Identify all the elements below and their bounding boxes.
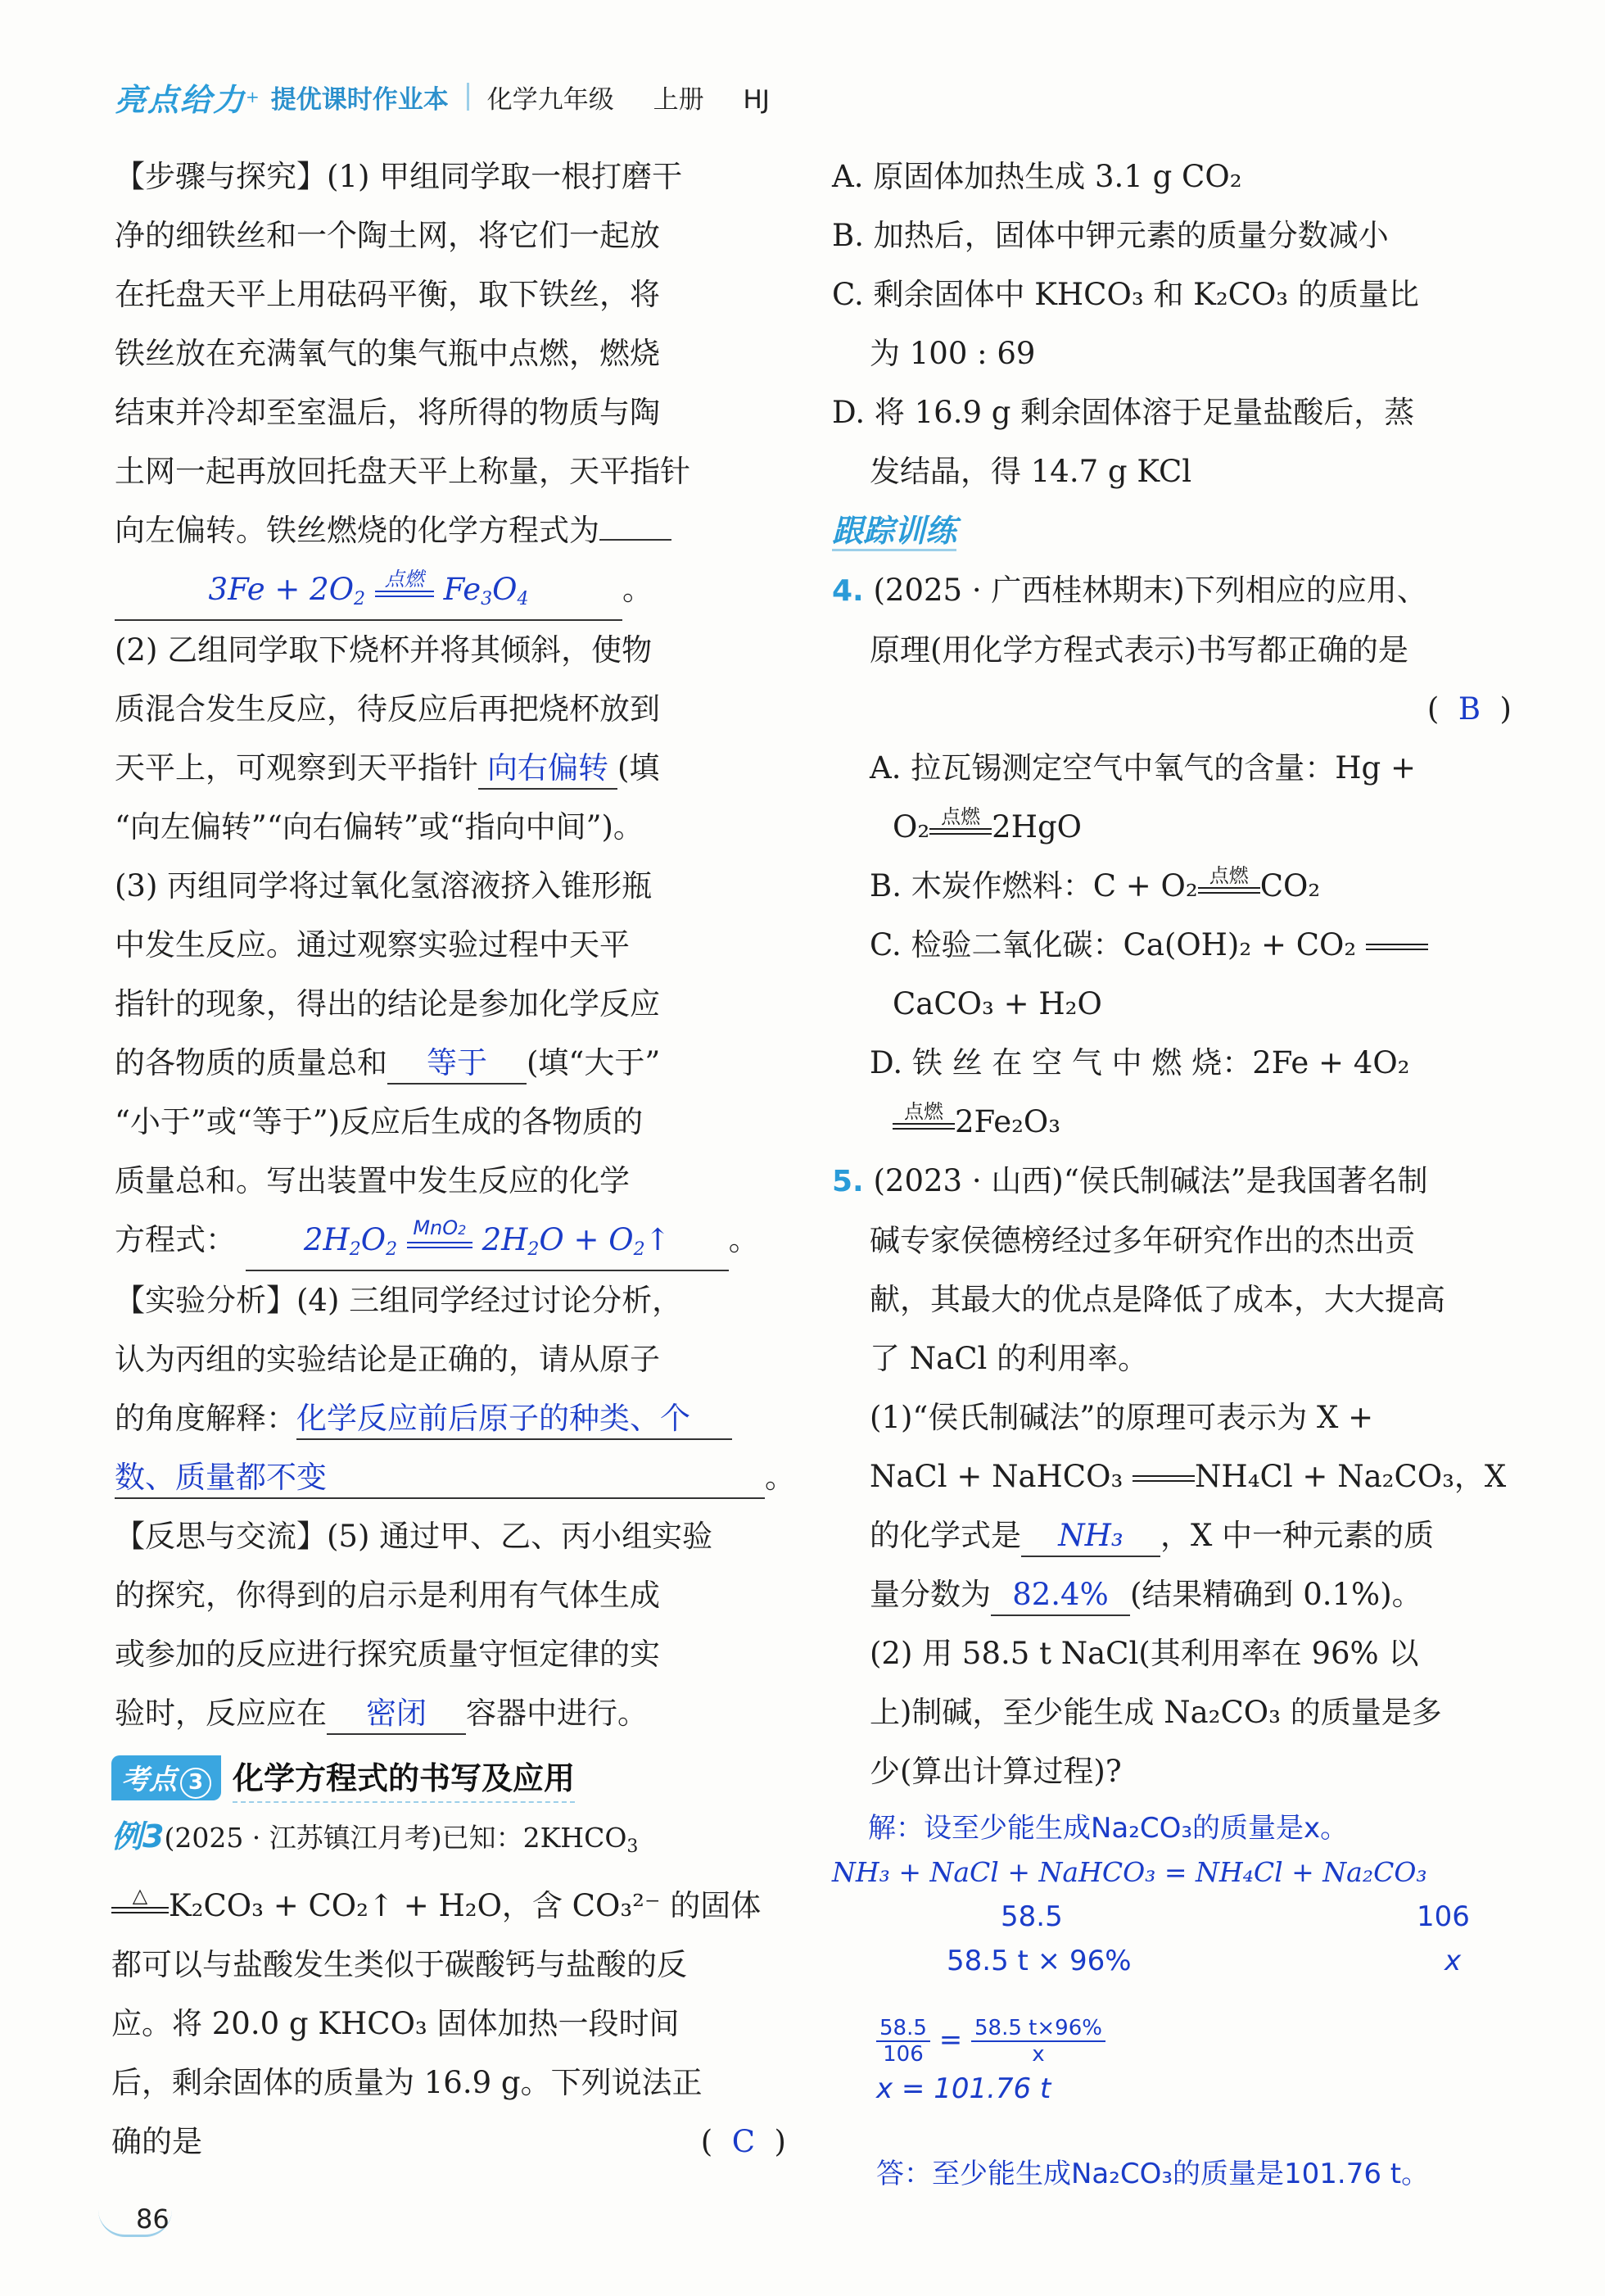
header-divider — [467, 83, 469, 111]
text: Fe — [443, 572, 482, 607]
text: 106 — [1417, 1900, 1470, 1933]
text-line: 铁丝放在充满氧气的集气瓶中点燃，燃烧 — [115, 336, 660, 371]
text: O — [360, 1222, 387, 1257]
text: (2025 · 广西桂林期末)下列相应的应用、 — [873, 573, 1427, 608]
text-line: 质量总和。写出装置中发生反应的化学 — [115, 1163, 630, 1198]
condition-text: △ — [132, 1883, 148, 1907]
answer: 密闭 — [366, 1696, 427, 1731]
text: O₂ — [893, 809, 930, 845]
equation-line-2 — [115, 1211, 786, 1271]
answer-blank[interactable] — [599, 539, 671, 541]
equation-line-1 — [115, 560, 786, 621]
answer-blank[interactable] — [478, 749, 617, 790]
text-line: 碱专家侯德榜经过多年研究作出的杰出贡 — [870, 1223, 1415, 1258]
solution-line — [832, 1895, 1512, 1939]
text-line — [115, 739, 786, 798]
track-header — [832, 501, 1512, 561]
subject-grade: 化学九年级 — [486, 84, 614, 115]
answer-blank[interactable] — [387, 1044, 527, 1085]
option-a-cont — [832, 798, 1512, 857]
text: NH₄Cl + Na₂CO₃，X — [1195, 1459, 1507, 1494]
numerator: 58.5 t×96% — [971, 2016, 1105, 2042]
edition: HJ — [743, 84, 770, 115]
text: 的各物质的质量总和 — [115, 1045, 387, 1080]
text-line: 原理(用化学方程式表示)书写都正确的是 — [870, 632, 1408, 668]
text-line: 认为丙组的实验结论是正确的，请从原子 — [115, 1342, 660, 1377]
track-title: 跟踪训练 — [832, 513, 956, 551]
text: 2Fe₂O₃ — [955, 1104, 1061, 1139]
text: NaCl + NaHCO₃ — [870, 1459, 1124, 1494]
question-5 — [832, 1152, 1512, 1211]
option-d-cont: 发结晶，得 14.7 g KCl — [870, 454, 1192, 489]
equals-mark — [1133, 1459, 1195, 1500]
volume: 上册 — [653, 84, 704, 115]
text-line — [832, 1506, 1512, 1565]
text: O — [492, 572, 518, 607]
text: 2H — [482, 1222, 528, 1257]
text-line — [115, 1271, 786, 1330]
text-line — [115, 147, 786, 206]
question-number: 4. — [832, 574, 864, 608]
text-line: (3) 丙组同学将过氧化氢溶液挤入锥形瓶 — [115, 868, 653, 903]
option-b: B. 加热后，固体中钾元素的质量分数减小 — [832, 218, 1389, 253]
answer-bracket[interactable]: ( C ) — [700, 2124, 786, 2159]
fraction — [876, 2016, 930, 2067]
solution-line: 解：设至少能生成Na₂CO₃的质量是x。 — [868, 1812, 1349, 1845]
option-d-cont — [832, 1093, 1512, 1152]
series-title: 提优课时作业本 — [270, 84, 449, 115]
badge-text: 考点 — [121, 1763, 177, 1796]
example-tag: 例3 — [111, 1818, 165, 1854]
option-d: D. 将 16.9 g 剩余固体溶于足量盐酸后，蒸 — [832, 395, 1415, 430]
text-line: “向左偏转”“向右偏转”或“指向中间”)。 — [115, 809, 644, 845]
answer-equation: $2H_2O_2$ MnO2 $2H_2O$ + $O_2↑$ — [304, 1222, 671, 1257]
text-line: 结束并冷却至室温后，将所得的物质与陶 — [115, 395, 660, 430]
answer-blank[interactable] — [1021, 1516, 1160, 1557]
answer: B — [1458, 691, 1481, 727]
text: (结果精确到 0.1%)。 — [1130, 1577, 1422, 1612]
answer-blank[interactable] — [115, 1458, 765, 1499]
section-label: 【实验分析】 — [115, 1283, 296, 1318]
text-line: 在托盘天平上用砝码平衡，取下铁丝，将 — [115, 277, 660, 312]
badge-number: 3 — [180, 1768, 211, 1799]
section-badge — [111, 1755, 221, 1800]
text: (2025 · 江苏镇江月考)已知：2KHCO — [164, 1822, 627, 1854]
text: K₂CO₃ + CO₂↑ + H₂O，含 CO₃²⁻ 的固体 — [169, 1888, 762, 1923]
text-line: 或参加的反应进行探究质量守恒定律的实 — [115, 1637, 660, 1672]
text: ，X 中一种元素的质 — [1160, 1518, 1435, 1553]
condition-mark — [929, 804, 992, 853]
text-line — [115, 1684, 786, 1743]
text-line: 献，其最大的优点是降低了成本，大大提高 — [870, 1282, 1445, 1317]
option-a: A. 拉瓦锡测定空气中氧气的含量：Hg + — [870, 750, 1416, 786]
solution-answer: 答：至少能生成Na₂CO₃的质量是101.76 t。 — [876, 2158, 1430, 2190]
text: 验时，反应应在 — [115, 1696, 327, 1731]
numerator: 58.5 — [876, 2016, 930, 2042]
option-a: A. 原固体加热生成 3.1 g CO₂ — [832, 159, 1242, 194]
answer: C — [731, 2124, 756, 2159]
text-line — [115, 1389, 786, 1448]
answer: 等于 — [427, 1045, 487, 1080]
solution-block — [832, 1806, 1512, 2196]
text-line: 少(算出计算过程)? — [870, 1754, 1122, 1789]
text: 量分数为 — [870, 1577, 991, 1612]
text: B. 木炭作燃料：C + O₂ — [870, 868, 1198, 903]
text-line: (2) 乙组同学取下烧杯并将其倾斜，使物 — [115, 632, 653, 668]
question-4 — [832, 561, 1512, 621]
text: 。 — [765, 1460, 795, 1495]
text-line: “小于”或“等于”)反应后生成的各物质的 — [115, 1104, 644, 1139]
condition-mark: MnO2 — [407, 1218, 472, 1266]
text-line: (2) 用 58.5 t NaCl(其利用率在 96% 以 — [870, 1636, 1419, 1671]
text-line: 指针的现象，得出的结论是参加化学反应 — [115, 986, 660, 1021]
text-line — [115, 1034, 786, 1093]
answer-equation: $3Fe + 2O_2$ 点燃 $Fe_3O_4$ — [209, 572, 529, 607]
answer-bracket[interactable]: ( B ) — [1426, 691, 1512, 727]
text-line: 中发生反应。通过观察实验过程中天平 — [115, 927, 630, 962]
text: 58.5 t × 96% — [947, 1945, 1132, 1977]
answer-blank[interactable] — [991, 1575, 1130, 1616]
book-info — [487, 79, 801, 115]
option-d: D. 铁 丝 在 空 气 中 燃 烧：2Fe + 4O₂ — [870, 1045, 1410, 1080]
denominator: x — [1032, 2042, 1045, 2067]
section-label: 【步骤与探究】 — [115, 159, 327, 194]
text: 2H — [303, 1222, 350, 1257]
option-c — [832, 916, 1512, 975]
text: NH₃ + NaCl + NaHCO₃ = NH₄Cl + Na₂CO₃ — [832, 1856, 1427, 1888]
text: (1) 甲组同学取一根打磨干 — [327, 159, 683, 194]
question-number: 5. — [832, 1165, 864, 1198]
text: 方程式： — [115, 1222, 236, 1257]
text: (4) 三组同学经过讨论分析， — [296, 1283, 683, 1318]
text: O + O — [539, 1222, 634, 1257]
brand-logo: 亮点给力 — [115, 81, 246, 118]
text-line: (1)“侯氏制碱法”的原理可表示为 X + — [870, 1400, 1374, 1435]
solution-proportion — [832, 2016, 1512, 2067]
up-arrow-icon: ↑ — [644, 1222, 671, 1257]
condition-mark — [375, 569, 434, 615]
condition-text: 点燃 — [1209, 863, 1249, 887]
text-line: 例3(2025 · 江苏镇江月考)已知：$2KHCO_3$ — [111, 1818, 639, 1857]
page-number-text: 86 — [136, 2203, 170, 2235]
right-column — [832, 147, 1512, 2196]
option-c: C. 剩余固体中 KHCO₃ 和 K₂CO₃ 的质量比 — [832, 277, 1419, 312]
equals-mark — [1366, 927, 1428, 968]
fraction — [971, 2016, 1105, 2067]
solution-equation — [832, 1850, 1512, 1895]
option-c-cont: 为 100 : 69 — [870, 336, 1036, 371]
page-number — [106, 2203, 170, 2235]
solution-result: x = 101.76 t — [876, 2072, 1051, 2105]
answer: 向右偏转 — [487, 750, 608, 786]
text: = — [938, 2023, 963, 2057]
text: 58.5 — [1001, 1900, 1063, 1933]
answer-blank[interactable] — [327, 1694, 466, 1735]
text: 2HgO — [992, 809, 1082, 845]
condition-text: MnO — [413, 1216, 459, 1239]
text-line: 应。将 20.0 g KHCO₃ 固体加热一段时间 — [111, 2006, 680, 2041]
text: (填 — [617, 750, 660, 786]
answer-blank[interactable] — [246, 1218, 729, 1271]
text-line: 上)制碱，至少能生成 Na₂CO₃ 的质量是多 — [870, 1695, 1442, 1730]
text: (填“大于” — [527, 1045, 661, 1080]
text: (2023 · 山西)“侯氏制碱法”是我国著名制 — [873, 1163, 1428, 1198]
condition-text: 点燃 — [384, 567, 424, 591]
condition-mark — [893, 1099, 955, 1148]
text-line: 了 NaCl 的利用率。 — [870, 1341, 1149, 1376]
text: (5) 通过甲、乙、丙小组实验 — [327, 1519, 713, 1554]
condition-mark — [1198, 863, 1260, 912]
text: 向左偏转。铁丝燃烧的化学方程式为 — [115, 513, 599, 548]
text-line — [832, 1565, 1512, 1624]
page-header — [115, 72, 801, 121]
star-icon: + — [246, 87, 260, 106]
text: 确的是 — [111, 2124, 202, 2159]
text-line: 后，剩余固体的质量为 16.9 g。下列说法正 — [111, 2065, 703, 2100]
condition-text: 点燃 — [941, 804, 981, 828]
section-title: 化学方程式的书写及应用 — [233, 1753, 575, 1803]
text-line — [115, 501, 786, 560]
answer: 82.4% — [1012, 1577, 1109, 1612]
text-line: 净的细铁丝和一个陶土网，将它们一起放 — [115, 218, 660, 253]
condition-mark — [111, 1883, 169, 1931]
text: 。 — [728, 1222, 759, 1257]
answer: 数、质量都不变 — [115, 1460, 327, 1495]
text: CO₂ — [1259, 868, 1321, 903]
condition-text: 点燃 — [904, 1099, 943, 1123]
solution-line — [832, 1939, 1512, 1983]
text-line — [115, 1448, 795, 1507]
text-line: 的探究，你得到的启示是利用有气体生成 — [115, 1578, 660, 1613]
text: 。 — [622, 572, 653, 607]
section-header — [111, 1748, 786, 1807]
answer: NH₃ — [1058, 1518, 1124, 1553]
text: 容器中进行。 — [466, 1696, 648, 1731]
text-line: 质混合发生反应，待反应后再把烧杯放到 — [115, 691, 660, 727]
text-line: 土网一起再放回托盘天平上称量，天平指针 — [115, 454, 690, 489]
section-label: 【反思与交流】 — [115, 1519, 327, 1554]
left-column — [111, 147, 795, 2171]
text-line — [111, 2113, 786, 2171]
option-c-cont: CaCO₃ + H₂O — [893, 986, 1102, 1021]
text: x — [1444, 1945, 1462, 1977]
text: 天平上，可观察到天平指针 — [115, 750, 478, 786]
option-b — [832, 857, 1512, 916]
text-line — [832, 1447, 1512, 1506]
text-line — [115, 1507, 786, 1566]
text-line — [111, 1877, 786, 1936]
text: 的角度解释： — [115, 1401, 296, 1436]
text: C. 检验二氧化碳：Ca(OH)₂ + CO₂ — [870, 927, 1357, 962]
text: 3Fe + 2O — [208, 572, 355, 607]
answer-blank[interactable] — [115, 569, 622, 622]
denominator: 106 — [883, 2042, 924, 2067]
answer-blank[interactable] — [296, 1399, 732, 1440]
answer: 化学反应前后原子的种类、个 — [296, 1401, 690, 1436]
text-line — [832, 680, 1512, 739]
text: 的化学式是 — [870, 1518, 1021, 1553]
text-line: 都可以与盐酸发生类似于碳酸钙与盐酸的反 — [111, 1947, 687, 1982]
